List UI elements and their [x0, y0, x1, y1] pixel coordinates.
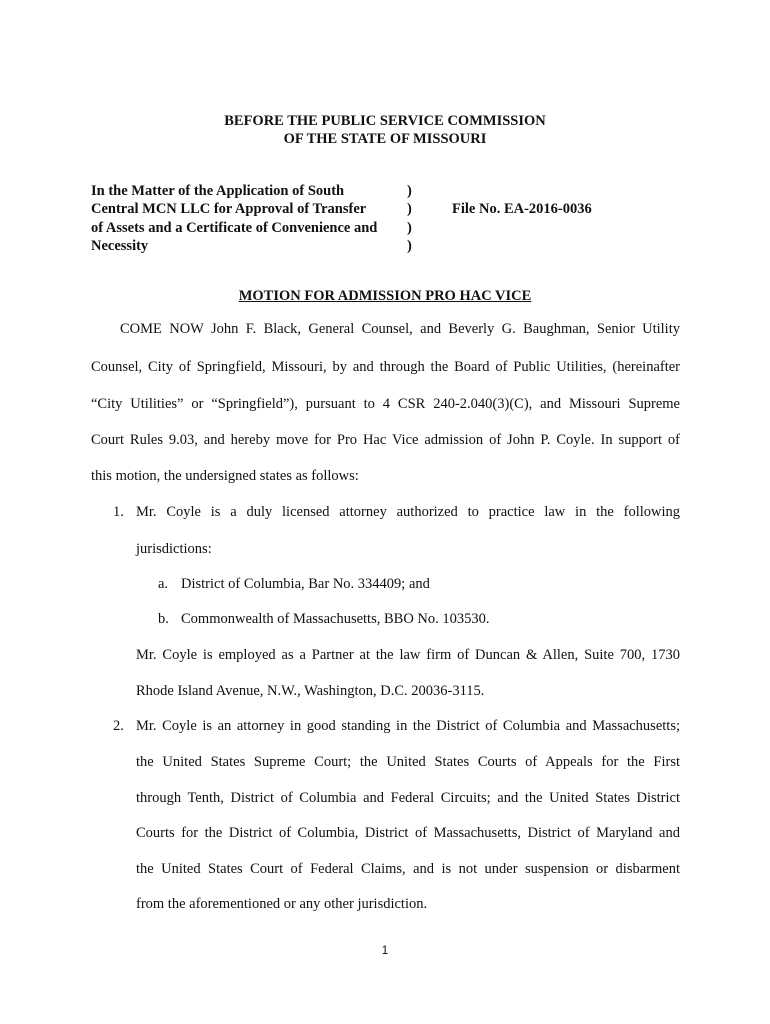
- item-2-line: Courts for the District of Columbia, District of Massachusetts, District of Maryland and: [136, 825, 680, 841]
- sub-item-b-text: Commonwealth of Massachusetts, BBO No. 103530.: [181, 611, 490, 627]
- item-1-line: Mr. Coyle is a duly licensed attorney authorized to practice law in the following: [136, 504, 680, 520]
- caption-line: Necessity: [91, 237, 149, 254]
- caption-line: In the Matter of the Application of South: [91, 183, 345, 199]
- caption-line: Central MCN LLC for Approval of Transfer: [91, 201, 367, 218]
- file-number: File No. EA-2016-0036: [452, 201, 592, 217]
- sub-item-a-text: District of Columbia, Bar No. 334409; and: [181, 576, 430, 592]
- sub-item-b-letter: b.: [158, 611, 169, 627]
- item-2-line: Mr. Coyle is an attorney in good standing in the District of Columbia and Massachusetts;: [136, 718, 680, 734]
- employment-line: Rhode Island Avenue, N.W., Washington, D.C. 20036-3115.: [136, 683, 485, 699]
- commission-heading-line1: BEFORE THE PUBLIC SERVICE COMMISSION: [224, 113, 546, 129]
- item-2-line: the United States Supreme Court; the United States Courts of Appeals for the First: [136, 754, 680, 770]
- commission-heading-line2: OF THE STATE OF MISSOURI: [283, 131, 487, 147]
- caption-paren: ): [407, 183, 412, 199]
- caption-paren: ): [407, 237, 412, 254]
- case-caption-matter: [91, 182, 403, 255]
- caption-parentheses: [407, 182, 419, 255]
- sub-item-a-letter: a.: [158, 576, 169, 592]
- caption-paren: ): [407, 219, 412, 236]
- caption-paren: ): [407, 201, 412, 218]
- item-1-number: 1.: [113, 504, 124, 520]
- intro-line: Counsel, City of Springfield, Missouri, by and through the Board of Public Utilities, (hereinafter: [91, 359, 680, 375]
- employment-line: Mr. Coyle is employed as a Partner at the law firm of Duncan & Allen, Suite 700, 1730: [136, 647, 680, 663]
- motion-title: MOTION FOR ADMISSION PRO HAC VICE: [238, 288, 532, 304]
- item-2-line: the United States Court of Federal Claims, and is not under suspension or disbarment: [136, 861, 680, 877]
- page-number: 1: [381, 943, 389, 957]
- caption-line: of Assets and a Certificate of Convenience and: [91, 219, 378, 236]
- intro-line: COME NOW John F. Black, General Counsel, and Beverly G. Baughman, Senior Utility: [120, 321, 680, 337]
- item-2-number: 2.: [113, 718, 124, 734]
- intro-line: “City Utilities” or “Springfield”), pursuant to 4 CSR 240-2.040(3)(C), and Missouri Supreme: [91, 396, 680, 412]
- intro-line: this motion, the undersigned states as follows:: [91, 468, 359, 484]
- item-2-line: from the aforementioned or any other jurisdiction.: [136, 896, 428, 912]
- item-1-line: jurisdictions:: [136, 541, 212, 557]
- intro-line: Court Rules 9.03, and hereby move for Pro Hac Vice admission of John P. Coyle. In support of: [91, 432, 680, 448]
- item-2-line: through Tenth, District of Columbia and Federal Circuits; and the United States District: [136, 790, 680, 806]
